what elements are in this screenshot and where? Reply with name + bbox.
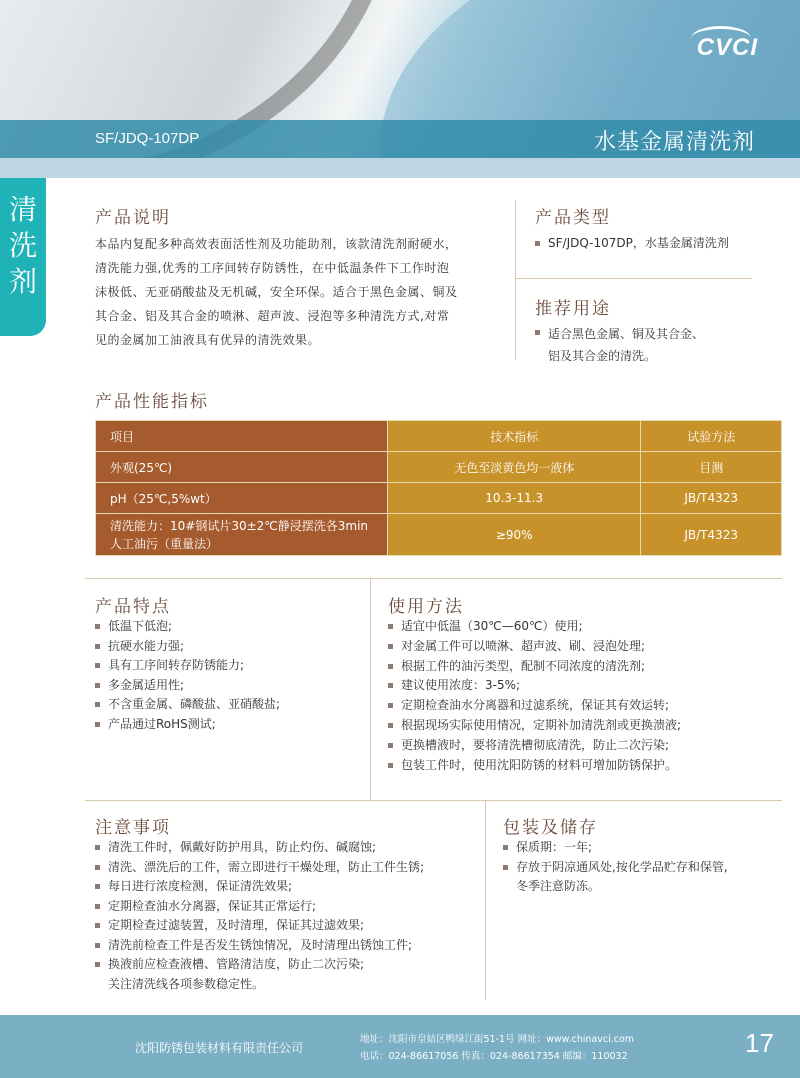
list-item: 适合黑色金属、铜及其合金、 [535, 323, 704, 345]
table-header-row [96, 421, 782, 452]
text-line: 沫极低、无亚硝酸盐及无机碱，安全环保。适合于黑色金属、铜及 [95, 285, 458, 299]
contact: 电话：024-86617056 传真：024-86617354 邮编：110032 [360, 1051, 628, 1062]
header-cell: 试验方法 [641, 421, 782, 452]
list-item: 具有工序间转存防锈能力; [95, 656, 280, 676]
list-item: 不含重金属、磷酸盐、亚硝酸盐; [95, 695, 280, 715]
cell: pH（25℃,5%wt） [96, 483, 388, 514]
list-item: 换液前应检查液槽、管路清洁度，防止二次污染; [95, 955, 424, 975]
divider [85, 578, 782, 579]
list-item: 定期检查过滤装置，及时清理，保证其过滤效果; [95, 916, 424, 936]
list-item: 根据工件的油污类型，配制不同浓度的清洗剂; [388, 657, 681, 677]
list-item: 适宜中低温（30℃—60℃）使用; [388, 617, 681, 637]
notes-title: 注意事项 [95, 818, 171, 838]
category-tab: 清 洗 剂 [0, 178, 46, 336]
cell: 外观(25℃) [96, 452, 388, 483]
list-item: 清洗工件时，佩戴好防护用具，防止灼伤、碱腐蚀; [95, 838, 424, 858]
divider [370, 578, 371, 800]
specs-table [95, 420, 782, 556]
list-item: 冬季注意防冻。 [516, 879, 601, 893]
list-item: 根据现场实际使用情况，定期补加清洗剂或更换溃液; [388, 716, 681, 736]
list-item: 抗硬水能力强; [95, 637, 280, 657]
page-number: 17 [745, 1028, 774, 1058]
list-item: 铝及其合金的清洗。 [548, 349, 657, 363]
text-line: 本品内复配多种高效表面活性剂及功能助剂，该款清洗剂耐硬水， [95, 237, 458, 251]
list-item: 关注清洗线各项参数稳定性。 [108, 976, 265, 991]
text-line: 见的金属加工油液具有优异的清洗效果。 [95, 333, 321, 347]
text-line: 清洗能力强,优秀的工序间转存防锈性，在中低温条件下工作时泡 [95, 261, 450, 275]
header-strip [0, 158, 800, 178]
cell: 清洗能力：10#钢试片30±2℃静浸摆洗各3min 人工油污（重量法） [96, 514, 388, 556]
cell: JB/T4323 [641, 514, 782, 556]
table-row [96, 452, 782, 483]
description-text [95, 232, 505, 352]
company-name: 沈阳防锈包装材料有限责任公司 [135, 1041, 304, 1055]
list-item: 包装工件时，使用沈阳防锈的材料可增加防锈保护。 [388, 756, 681, 776]
cell: 无色至淡黄色均一液体 [388, 452, 641, 483]
product-model: SF/JDQ-107DP [95, 130, 200, 147]
type-title: 产品类型 [535, 208, 611, 228]
list-item: 定期检查油水分离器和过滤系统，保证其有效运转; [388, 696, 681, 716]
divider [85, 800, 782, 801]
header-cell: 技术指标 [388, 421, 641, 452]
list-item: 产品通过RoHS测试; [95, 715, 280, 735]
text-line: 其合金、铝及其合金的喷淋、超声波、浸泡等多种清洗方式,对常 [95, 309, 450, 323]
storage-title: 包装及储存 [503, 818, 598, 838]
table-row [96, 514, 782, 556]
list-item: 低温下低泡; [95, 617, 280, 637]
product-title: 水基金属清洗剂 [593, 130, 755, 155]
divider [515, 200, 516, 360]
cell: 目测 [641, 452, 782, 483]
list-item: SF/JDQ-107DP，水基金属清洗剂 [535, 234, 729, 254]
footer [0, 1015, 800, 1078]
cell: ≥90% [388, 514, 641, 556]
method-title: 使用方法 [388, 597, 464, 617]
list-item: 清洗、漂洗后的工件，需立即进行干燥处理，防止工件生锈; [95, 858, 424, 878]
list-item: 保质期：一年; [503, 838, 728, 858]
list-item: 对金属工件可以喷淋、超声波、刷、浸泡处理; [388, 637, 681, 657]
header-cell: 项目 [96, 421, 388, 452]
usage-rec-title: 推荐用途 [535, 299, 611, 319]
cell: 10.3-11.3 [388, 483, 641, 514]
list-item: 每日进行浓度检测，保证清洗效果; [95, 877, 424, 897]
list-item: 更换槽液时，要将清洗槽彻底清洗，防止二次污染; [388, 736, 681, 756]
address: 地址：沈阳市皇姑区鸭绿江街51-1号 网址：www.chinavci.com [360, 1034, 635, 1045]
table-row [96, 483, 782, 514]
list-item: 多金属适用性; [95, 676, 280, 696]
cvci-logo: CVCI [696, 34, 758, 61]
list-item: 建议使用浓度：3-5%; [388, 676, 681, 696]
divider [485, 800, 486, 1000]
list-item: 清洗前检查工件是否发生锈蚀情况，及时清理出锈蚀工件; [95, 936, 424, 956]
cell: JB/T4323 [641, 483, 782, 514]
list-item: 存放于阴凉通风处,按化学品贮存和保管, [503, 858, 728, 878]
divider [515, 278, 752, 279]
list-item: 定期检查油水分离器，保证其正常运行; [95, 897, 424, 917]
specs-title: 产品性能指标 [95, 392, 209, 412]
features-title: 产品特点 [95, 597, 171, 617]
description-title: 产品说明 [95, 208, 171, 228]
